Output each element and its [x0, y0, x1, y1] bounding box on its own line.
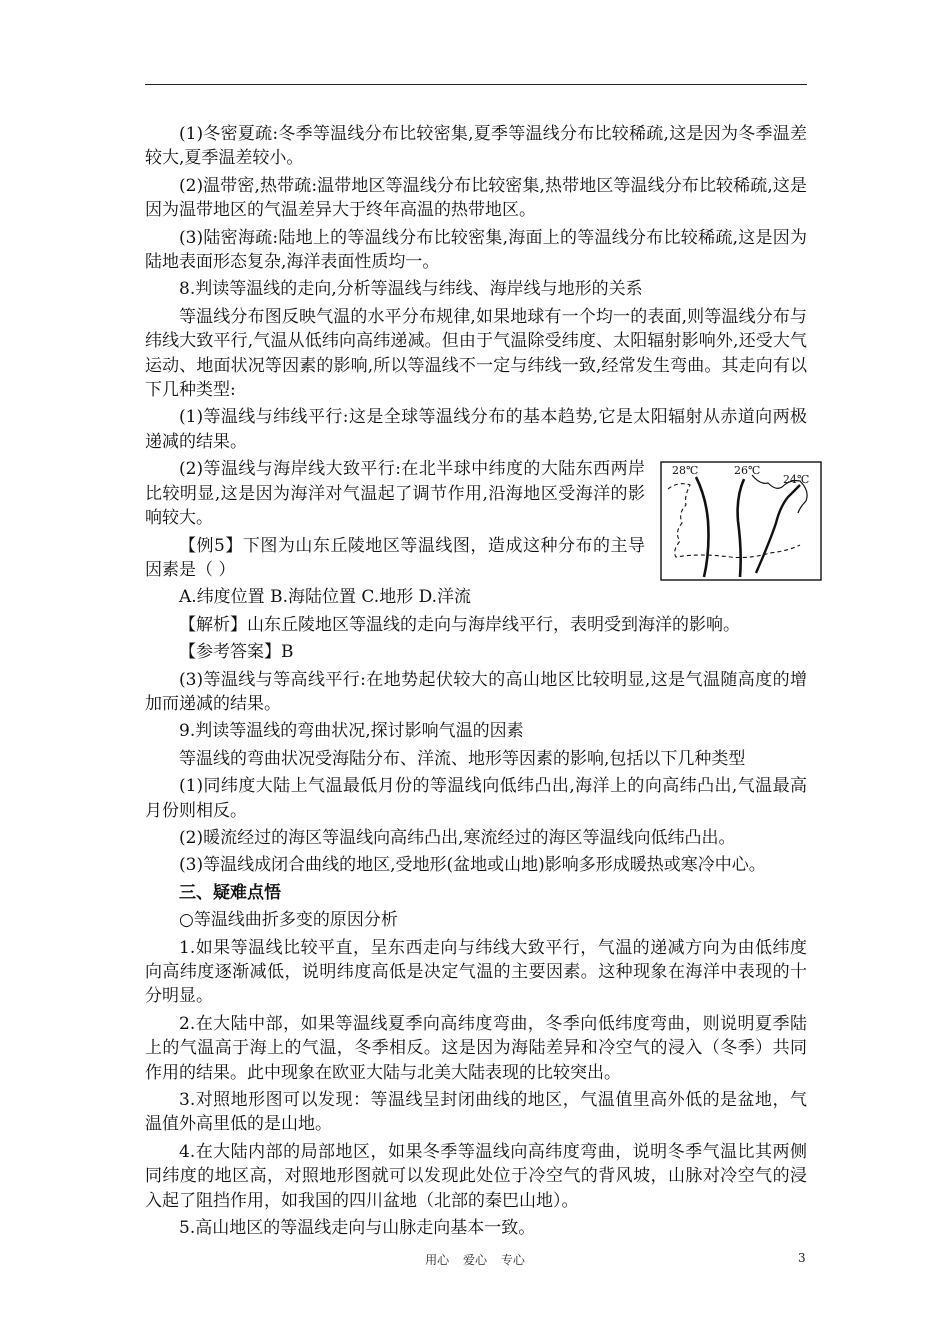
- paragraph: 4.在大陆内部的局部地区，如果冬季等温线向高纬度弯曲，说明冬季气温比其两侧同纬度的地区高，对照地形图就可以发现此处位于冷空气的背风坡，山脉对冷空气的浸入起了阻挡作用，如我国的四川盆地（北部的秦巴山地）。: [145, 1141, 807, 1211]
- paragraph: 1.如果等温线比较平直，呈东西走向与纬线大致平行，气温的递减方向为由低纬度向高纬度逐渐减低，说明纬度高低是决定气温的主要因素。这种现象在海洋中表现的十分明显。: [145, 937, 807, 1007]
- footer-motto-part: 专心: [500, 1253, 525, 1267]
- paragraph: 等温线的弯曲状况受海陆分布、洋流、地形等因素的影响,包括以下几种类型: [179, 748, 746, 769]
- paragraph: (1)冬密夏疏:冬季等温线分布比较密集,夏季等温线分布比较稀疏,这是因为冬季温差较大,夏季温差较小。: [145, 124, 807, 169]
- paragraph: ○等温线曲折多变的原因分析: [179, 910, 398, 931]
- example-block: [145, 457, 810, 582]
- paragraph: 2.在大陆中部，如果等温线夏季向高纬度弯曲，冬季向低纬度弯曲，则说明夏季陆上的气温高于海上的气温，冬季相反。这是因为海陆差异和冷空气的浸入（冬季）共同作用的结果。此中现象在欧亚大陆与北美大陆表现的比较突出。: [145, 1013, 807, 1083]
- paragraph: (2)等温线与海岸线大致平行:在北半球中纬度的大陆东西两岸比较明显,这是因为海洋对气温起了调节作用,沿海地区受海洋的影响较大。: [145, 459, 645, 529]
- paragraph: 等温线分布图反映气温的水平分布规律,如果地球有一个均一的表面,则等温线分布与纬线大致平行,气温从低纬向高纬递减。但由于气温除受纬度、太阳辐射影响外,还受大气运动、地面状况等因素的影响,所以等温线不一定与纬线一致,经常发生弯曲。其走向有以下几种类型:: [145, 306, 807, 401]
- paragraph: A.纬度位置 B.海陆位置 C.地形 D.洋流: [179, 587, 472, 608]
- paragraph: 【例5】下图为山东丘陵地区等温线图，造成这种分布的主导因素是（ ）: [145, 535, 645, 580]
- footer-motto: [0, 1251, 950, 1268]
- isotherm-map-figure: [660, 461, 822, 581]
- paragraph: (2)温带密,热带疏:温带地区等温线分布比较密集,热带地区等温线分布比较稀疏,这是因为温带地区的气温差异大于终年高温的热带地区。: [145, 175, 807, 221]
- paragraph: 8.判读等温线的走向,分析等温线与纬线、海岸线与地形的关系: [179, 279, 643, 300]
- isotherm-label-26: 26℃: [734, 464, 761, 478]
- paragraph: (3)等温线成闭合曲线的地区,受地形(盆地或山地)影响多形成暖热或寒冷中心。: [179, 855, 766, 876]
- paragraph: 9.判读等温线的弯曲状况,探讨影响气温的因素: [179, 721, 524, 742]
- paragraph: (1)同纬度大陆上气温最低月份的等温线向低纬凸出,海洋上的向高纬凸出,气温最高月份则相反。: [145, 776, 807, 821]
- page-number: 3: [798, 1251, 806, 1265]
- paragraph: (3)等温线与等高线平行:在地势起伏较大的高山地区比较明显,这是气温随高度的增加而递减的结果。: [145, 669, 807, 714]
- footer-motto-part: 用心: [425, 1253, 450, 1267]
- isotherm-label-28: 28℃: [672, 464, 699, 478]
- paragraph: (1)等温线与纬线平行:这是全球等温线分布的基本趋势,它是太阳辐射从赤道向两极递减的结果。: [145, 407, 807, 452]
- paragraph: 【解析】山东丘陵地区等温线的走向与海岸线平行，表明受到海洋的影响。: [179, 614, 740, 635]
- paragraph: 【参考答案】B: [179, 642, 294, 663]
- section-heading: 三、疑难点悟: [179, 882, 281, 903]
- paragraph: (3)陆密海疏:陆地上的等温线分布比较密集,海面上的等温线分布比较稀疏,这是因为陆地表面形态复杂,海洋表面性质均一。: [145, 227, 807, 273]
- header-rule: [145, 84, 807, 85]
- page-body: [145, 122, 810, 1240]
- paragraph: 5.高山地区的等温线走向与山脉走向基本一致。: [179, 1218, 536, 1239]
- paragraph: 3.对照地形图可以发现：等温线呈封闭曲线的地区，气温值里高外低的是盆地，气温值外高里低的是山地。: [145, 1090, 807, 1135]
- footer-motto-part: 爱心: [462, 1253, 487, 1267]
- paragraph: (2)暖流经过的海区等温线向高纬凸出,寒流经过的海区等温线向低纬凸出。: [179, 827, 736, 848]
- isotherm-label-24: 24℃: [783, 473, 810, 487]
